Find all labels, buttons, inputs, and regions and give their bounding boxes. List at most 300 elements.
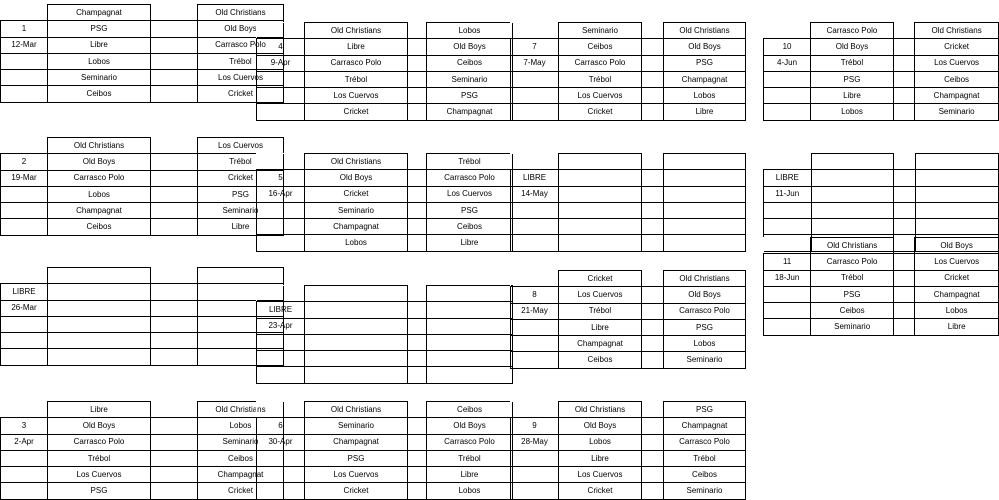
home-team: Seminario (305, 202, 408, 218)
round-table (0, 137, 284, 236)
home-team: Old Christians (559, 402, 642, 418)
match-row (764, 88, 999, 104)
away-team: Trébol (198, 154, 284, 170)
match-row (511, 55, 746, 71)
match-row (511, 418, 746, 434)
away-team: Trébol (664, 450, 746, 466)
match-row (511, 287, 746, 303)
match-row (511, 88, 746, 104)
home-team: Cricket (305, 104, 408, 120)
match-row (1, 186, 284, 202)
home-team: Old Christians (305, 402, 408, 418)
away-team: Libre (427, 467, 513, 483)
round-block-10 (510, 153, 746, 252)
away-team: Lobos (198, 418, 284, 434)
match-row (257, 318, 513, 334)
match-row (764, 186, 999, 202)
match-row (257, 235, 513, 251)
home-team: Champagnat (559, 336, 642, 352)
spacer-cell (151, 467, 198, 483)
round-date: 4-Jun (764, 55, 811, 71)
home-team: Carrasco Polo (305, 55, 408, 71)
spacer-cell (408, 88, 427, 104)
away-team: Seminario (198, 203, 284, 219)
match-row (1, 268, 284, 284)
free-label: LIBRE (257, 302, 305, 318)
away-team: Champagnat (664, 418, 746, 434)
spacer-cell (151, 450, 198, 466)
match-row (1, 219, 284, 235)
round-date: 23-Apr (257, 318, 305, 334)
match-row (511, 219, 746, 235)
round-date: 16-Apr (257, 186, 305, 202)
match-row (511, 154, 746, 170)
round-number: 8 (511, 287, 559, 303)
match-row (764, 23, 999, 39)
spacer-cell (894, 286, 915, 302)
away-team: Seminario (915, 104, 999, 120)
home-team: Champagnat (48, 5, 151, 21)
spacer-cell (151, 349, 198, 365)
empty-cell (1, 138, 48, 154)
empty-cell (764, 286, 811, 302)
home-team (48, 333, 151, 349)
away-team: Seminario (664, 352, 746, 368)
match-row (1, 284, 284, 300)
spacer-cell (408, 219, 427, 235)
spacer-cell (642, 483, 664, 499)
empty-cell (1, 467, 48, 483)
home-team (559, 219, 642, 235)
away-team (664, 154, 746, 170)
home-team (305, 367, 408, 383)
spacer-cell (408, 23, 427, 39)
spacer-cell (408, 418, 427, 434)
home-team: Lobos (305, 235, 408, 251)
home-team: Seminario (811, 319, 894, 335)
match-row (257, 418, 513, 434)
away-team: Libre (198, 219, 284, 235)
empty-cell (764, 88, 811, 104)
spacer-cell (151, 316, 198, 332)
spacer-cell (408, 434, 427, 450)
home-team: Ceibos (559, 352, 642, 368)
match-row (1, 86, 284, 102)
match-row (1, 333, 284, 349)
spacer-cell (642, 104, 664, 120)
spacer-cell (408, 286, 427, 302)
home-team (559, 170, 642, 186)
home-team: Old Boys (48, 418, 151, 434)
empty-cell (257, 334, 305, 350)
home-team: Seminario (48, 70, 151, 86)
away-team (664, 235, 746, 251)
spacer-cell (642, 170, 664, 186)
empty-cell (511, 71, 559, 87)
away-team: Champagnat (915, 286, 999, 302)
away-team: Ceibos (198, 450, 284, 466)
empty-cell (257, 286, 305, 302)
home-team: PSG (48, 483, 151, 499)
home-team: Carrasco Polo (48, 170, 151, 186)
round-block-11 (510, 270, 746, 369)
round-block-1 (0, 4, 284, 103)
empty-cell (511, 483, 559, 499)
away-team: Old Boys (198, 21, 284, 37)
round-block-5 (256, 22, 513, 121)
free-label: LIBRE (511, 170, 559, 186)
match-row (257, 302, 513, 318)
away-team (427, 302, 513, 318)
spacer-cell (894, 238, 915, 254)
home-team (811, 202, 893, 218)
empty-cell (1, 5, 48, 21)
match-row (764, 104, 999, 120)
away-team: PSG (427, 88, 513, 104)
spacer-cell (151, 86, 198, 102)
home-team: Champagnat (305, 219, 408, 235)
round-table (256, 401, 513, 500)
home-team: Los Cuervos (559, 287, 642, 303)
away-team: Seminario (664, 483, 746, 499)
match-row (257, 104, 513, 120)
spacer-cell (642, 154, 664, 170)
away-team: Libre (664, 104, 746, 120)
home-team: Libre (305, 39, 408, 55)
match-row (511, 434, 746, 450)
match-row (511, 467, 746, 483)
home-team: Libre (48, 402, 151, 418)
home-team: Carrasco Polo (811, 23, 894, 39)
away-team: Cricket (915, 270, 999, 286)
match-row (511, 352, 746, 368)
round-block-4 (0, 401, 284, 500)
empty-cell (1, 349, 48, 365)
away-team: Carrasco Polo (664, 303, 746, 319)
spacer-cell (642, 467, 664, 483)
spacer-cell (894, 319, 915, 335)
away-team: Champagnat (427, 104, 513, 120)
match-row (1, 21, 284, 37)
empty-cell (257, 450, 305, 466)
home-team: Champagnat (48, 203, 151, 219)
away-team: Carrasco Polo (427, 434, 513, 450)
empty-cell (511, 467, 559, 483)
round-number: 9 (511, 418, 559, 434)
empty-cell (764, 154, 812, 170)
away-team: Champagnat (198, 467, 284, 483)
home-team (48, 316, 151, 332)
match-row (1, 300, 284, 316)
spacer-cell (894, 270, 915, 286)
home-team: Old Boys (48, 154, 151, 170)
match-row (511, 450, 746, 466)
empty-cell (1, 219, 48, 235)
round-date: 11-Jun (764, 186, 812, 202)
spacer-cell (893, 219, 915, 235)
empty-cell (257, 154, 305, 170)
spacer-cell (151, 300, 198, 316)
match-row (764, 238, 999, 254)
empty-cell (764, 202, 812, 218)
empty-cell (257, 104, 305, 120)
home-team: Seminario (305, 418, 408, 434)
home-team: Los Cuervos (559, 467, 642, 483)
round-date: 19-Mar (1, 170, 48, 186)
match-row (764, 303, 999, 319)
away-team: Ceibos (427, 402, 513, 418)
spacer-cell (151, 138, 198, 154)
spacer-cell (642, 303, 664, 319)
empty-cell (511, 219, 559, 235)
home-team: Libre (811, 88, 894, 104)
spacer-cell (893, 39, 914, 55)
match-row (257, 467, 513, 483)
home-team (305, 334, 408, 350)
spacer-cell (151, 186, 198, 202)
spacer-cell (408, 467, 427, 483)
home-team: Old Christians (811, 238, 894, 254)
away-team: Old Boys (427, 418, 513, 434)
match-row (1, 349, 284, 365)
match-row (511, 336, 746, 352)
match-row (1, 203, 284, 219)
home-team: Old Christians (48, 138, 151, 154)
empty-cell (511, 450, 559, 466)
away-team: Trébol (198, 53, 284, 69)
match-row (257, 55, 513, 71)
spacer-cell (893, 186, 915, 202)
match-row (1, 5, 284, 21)
away-team: Libre (915, 319, 999, 335)
empty-cell (257, 467, 305, 483)
round-date: 28-May (511, 434, 559, 450)
away-team: Lobos (427, 23, 513, 39)
away-team: Trébol (427, 154, 513, 170)
home-team: Lobos (559, 434, 642, 450)
round-date: 18-Jun (764, 270, 811, 286)
empty-cell (511, 154, 559, 170)
match-row (1, 434, 284, 450)
spacer-cell (151, 203, 198, 219)
away-team (915, 186, 998, 202)
spacer-cell (893, 202, 915, 218)
away-team: Carrasco Polo (198, 37, 284, 53)
spacer-cell (642, 352, 664, 368)
home-team: Los Cuervos (305, 467, 408, 483)
spacer-cell (642, 271, 664, 287)
spacer-cell (151, 333, 198, 349)
empty-cell (511, 271, 559, 287)
match-row (1, 37, 284, 53)
match-row (764, 286, 999, 302)
spacer-cell (894, 254, 915, 270)
match-row (764, 55, 999, 71)
empty-cell (257, 367, 305, 383)
spacer-cell (408, 55, 427, 71)
match-row (1, 53, 284, 69)
home-team: Ceibos (559, 39, 642, 55)
away-team: PSG (664, 402, 746, 418)
match-row (764, 254, 999, 270)
spacer-cell (642, 39, 664, 55)
away-team (198, 268, 284, 284)
spacer-cell (408, 402, 427, 418)
home-team (811, 170, 893, 186)
round-number: 3 (1, 418, 48, 434)
empty-cell (511, 23, 559, 39)
spacer-cell (408, 318, 427, 334)
match-row (257, 286, 513, 302)
match-row (257, 402, 513, 418)
spacer-cell (893, 55, 914, 71)
match-row (764, 170, 999, 186)
match-row (1, 467, 284, 483)
empty-cell (257, 71, 305, 87)
away-team: PSG (427, 202, 513, 218)
away-team (664, 202, 746, 218)
spacer-cell (642, 71, 664, 87)
match-row (1, 402, 284, 418)
away-team: Seminario (427, 71, 513, 87)
home-team: PSG (811, 71, 894, 87)
home-team: Old Christians (305, 154, 408, 170)
spacer-cell (151, 219, 198, 235)
match-row (511, 402, 746, 418)
spacer-cell (642, 402, 664, 418)
home-team (811, 219, 893, 235)
spacer-cell (642, 434, 664, 450)
home-team (305, 302, 408, 318)
match-row (511, 235, 746, 251)
match-row (257, 71, 513, 87)
round-number: 7 (511, 39, 559, 55)
away-team: Carrasco Polo (427, 170, 513, 186)
spacer-cell (642, 186, 664, 202)
away-team: Champagnat (915, 88, 999, 104)
home-team: Ceibos (811, 303, 894, 319)
away-team: Lobos (664, 336, 746, 352)
spacer-cell (408, 235, 427, 251)
match-row (257, 186, 513, 202)
home-team: Trébol (559, 303, 642, 319)
away-team (427, 286, 513, 302)
empty-cell (1, 203, 48, 219)
empty-cell (257, 219, 305, 235)
home-team: Libre (559, 319, 642, 335)
match-row (257, 334, 513, 350)
round-date: 21-May (511, 303, 559, 319)
home-team: Trébol (559, 71, 642, 87)
round-number: 4 (257, 39, 305, 55)
away-team (915, 202, 998, 218)
round-table (763, 237, 999, 336)
match-row (257, 434, 513, 450)
home-team: Cricket (559, 483, 642, 499)
empty-cell (1, 333, 48, 349)
spacer-cell (408, 351, 427, 367)
away-team (427, 334, 513, 350)
match-row (511, 319, 746, 335)
match-row (1, 483, 284, 499)
match-row (257, 39, 513, 55)
spacer-cell (151, 37, 198, 53)
away-team: Lobos (915, 303, 999, 319)
match-row (1, 418, 284, 434)
round-block-8 (256, 401, 513, 500)
home-team: Los Cuervos (48, 467, 151, 483)
home-team (48, 300, 151, 316)
away-team: Libre (427, 235, 513, 251)
empty-cell (1, 450, 48, 466)
empty-cell (257, 402, 305, 418)
round-number: 6 (257, 418, 305, 434)
spacer-cell (642, 88, 664, 104)
home-team: Lobos (811, 104, 894, 120)
home-team: Old Boys (559, 418, 642, 434)
empty-cell (257, 202, 305, 218)
away-team: Ceibos (427, 219, 513, 235)
away-team: Trébol (427, 450, 513, 466)
away-team: PSG (664, 319, 746, 335)
away-team: Los Cuervos (198, 138, 284, 154)
spacer-cell (151, 53, 198, 69)
match-row (511, 303, 746, 319)
away-team (664, 170, 746, 186)
round-date: 14-May (511, 186, 559, 202)
spacer-cell (151, 418, 198, 434)
away-team: Old Boys (915, 238, 999, 254)
away-team: Champagnat (664, 71, 746, 87)
spacer-cell (642, 23, 664, 39)
empty-cell (1, 53, 48, 69)
match-row (764, 270, 999, 286)
away-team: Carrasco Polo (664, 434, 746, 450)
spacer-cell (151, 268, 198, 284)
round-date: 9-Apr (257, 55, 305, 71)
away-team (915, 154, 998, 170)
empty-cell (511, 402, 559, 418)
round-date: 26-Mar (1, 300, 48, 316)
away-team: PSG (664, 55, 746, 71)
match-row (511, 170, 746, 186)
home-team (48, 284, 151, 300)
empty-cell (257, 235, 305, 251)
match-row (257, 367, 513, 383)
match-row (764, 154, 999, 170)
home-team (811, 186, 893, 202)
home-team (559, 154, 642, 170)
empty-cell (764, 23, 811, 39)
away-team: Lobos (664, 88, 746, 104)
spacer-cell (642, 336, 664, 352)
away-team: Seminario (198, 434, 284, 450)
spacer-cell (151, 154, 198, 170)
home-team: Old Boys (305, 170, 408, 186)
spacer-cell (408, 302, 427, 318)
home-team: Ceibos (48, 219, 151, 235)
round-table (510, 22, 746, 121)
spacer-cell (642, 235, 664, 251)
away-team: Ceibos (664, 467, 746, 483)
home-team: Ceibos (48, 86, 151, 102)
home-team: Los Cuervos (559, 88, 642, 104)
away-team: Old Christians (198, 402, 284, 418)
away-team: PSG (198, 186, 284, 202)
match-row (257, 202, 513, 218)
away-team: Cricket (198, 170, 284, 186)
home-team: Libre (48, 37, 151, 53)
